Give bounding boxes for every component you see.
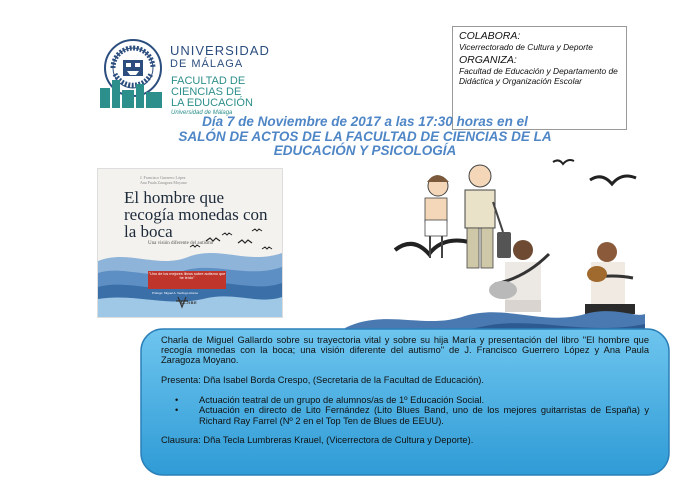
book-quote-author: Prólogo: Miguel A. Verdugo Alonso	[152, 291, 199, 295]
event-intro: Charla de Miguel Gallardo sobre su trayectoria vital y sobre su hija María y presentación del libro "El hombre que recogía monedas con la boca; una visión diferente del autismo" de J. Francisco Guerrero López y Ana Paula Zaragoza Moyano.	[161, 335, 649, 366]
organiza-text: Facultad de Educación y Departamento de Didáctica y Organización Escolar	[459, 66, 618, 86]
colabora-label: COLABORA:	[459, 30, 521, 42]
university-name	[170, 44, 300, 71]
cartoon-father-icon	[465, 165, 511, 268]
book-publisher: ALJIBE	[180, 300, 198, 305]
university-name-line2: DE MÁLAGA	[170, 58, 244, 70]
book-cover	[97, 168, 283, 318]
bird-icon	[590, 176, 636, 184]
book-subtitle: Una visión diferente del autismo	[148, 241, 214, 246]
colabora-text: Vicerrectorado de Cultura y Deporte	[459, 42, 593, 52]
description-text	[161, 335, 649, 445]
faculty-name-line3-highlight: EDUCACIÓN	[186, 97, 253, 109]
faculty-name-line2: CIENCIAS DE	[171, 86, 242, 98]
book-quote: "Uno de los mejores libros sobre autismo que he leído"	[148, 271, 226, 289]
book-author-1: J. Francisco Guerrero López	[140, 175, 186, 180]
university-name-line1: UNIVERSIDAD	[170, 43, 270, 58]
book-title: El hombre que recogía monedas con la boca	[124, 188, 268, 241]
event-closing: Clausura: Dña Tecla Lumbreras Krauel, (Vicerrectora de Cultura y Deporte).	[161, 434, 474, 445]
event-heading-line2: SALÓN DE ACTOS DE LA FACULTAD DE CIENCIAS DE LA	[178, 128, 552, 144]
faculty-name	[171, 76, 301, 118]
guitarist-right-icon	[585, 242, 635, 314]
illustration-collage	[345, 158, 645, 338]
faculty-name-line3	[171, 98, 301, 109]
bird-icon	[553, 160, 574, 164]
bird-icon	[395, 241, 469, 255]
activities-list	[161, 395, 649, 425]
activity-item: • Actuación en directo de Lito Fernández (Lito Blues Band, uno de los mejores guitarristas de España) y Richard Ray Farrel (Nº 2 en el Top Ten de Blues de EEUU).	[199, 405, 649, 425]
event-heading-line3: EDUCACIÓN Y PSICOLOGÍA	[273, 143, 457, 158]
activity-item: • Actuación teatral de un grupo de alumnos/as de 1º Educación Social.	[199, 395, 649, 405]
faculty-name-sub: Universidad de Málaga	[171, 110, 233, 116]
event-heading-line1: Día 7 de Noviembre de 2017 a las 17:30 horas en el	[202, 114, 528, 129]
faculty-name-line3-prefix: LA	[171, 97, 187, 109]
faculty-name-line1: FACULTAD DE	[171, 75, 246, 87]
organiza-label: ORGANIZA:	[459, 54, 517, 66]
book-authors	[140, 176, 187, 185]
event-presenter: Presenta: Dña Isabel Borda Crespo, (Secretaria de la Facultad de Educación).	[161, 375, 484, 386]
book-author-2: Ana Paula Zaragoza Moyano	[140, 179, 187, 185]
faculty-logo-mark	[100, 80, 162, 108]
event-heading	[95, 115, 635, 159]
